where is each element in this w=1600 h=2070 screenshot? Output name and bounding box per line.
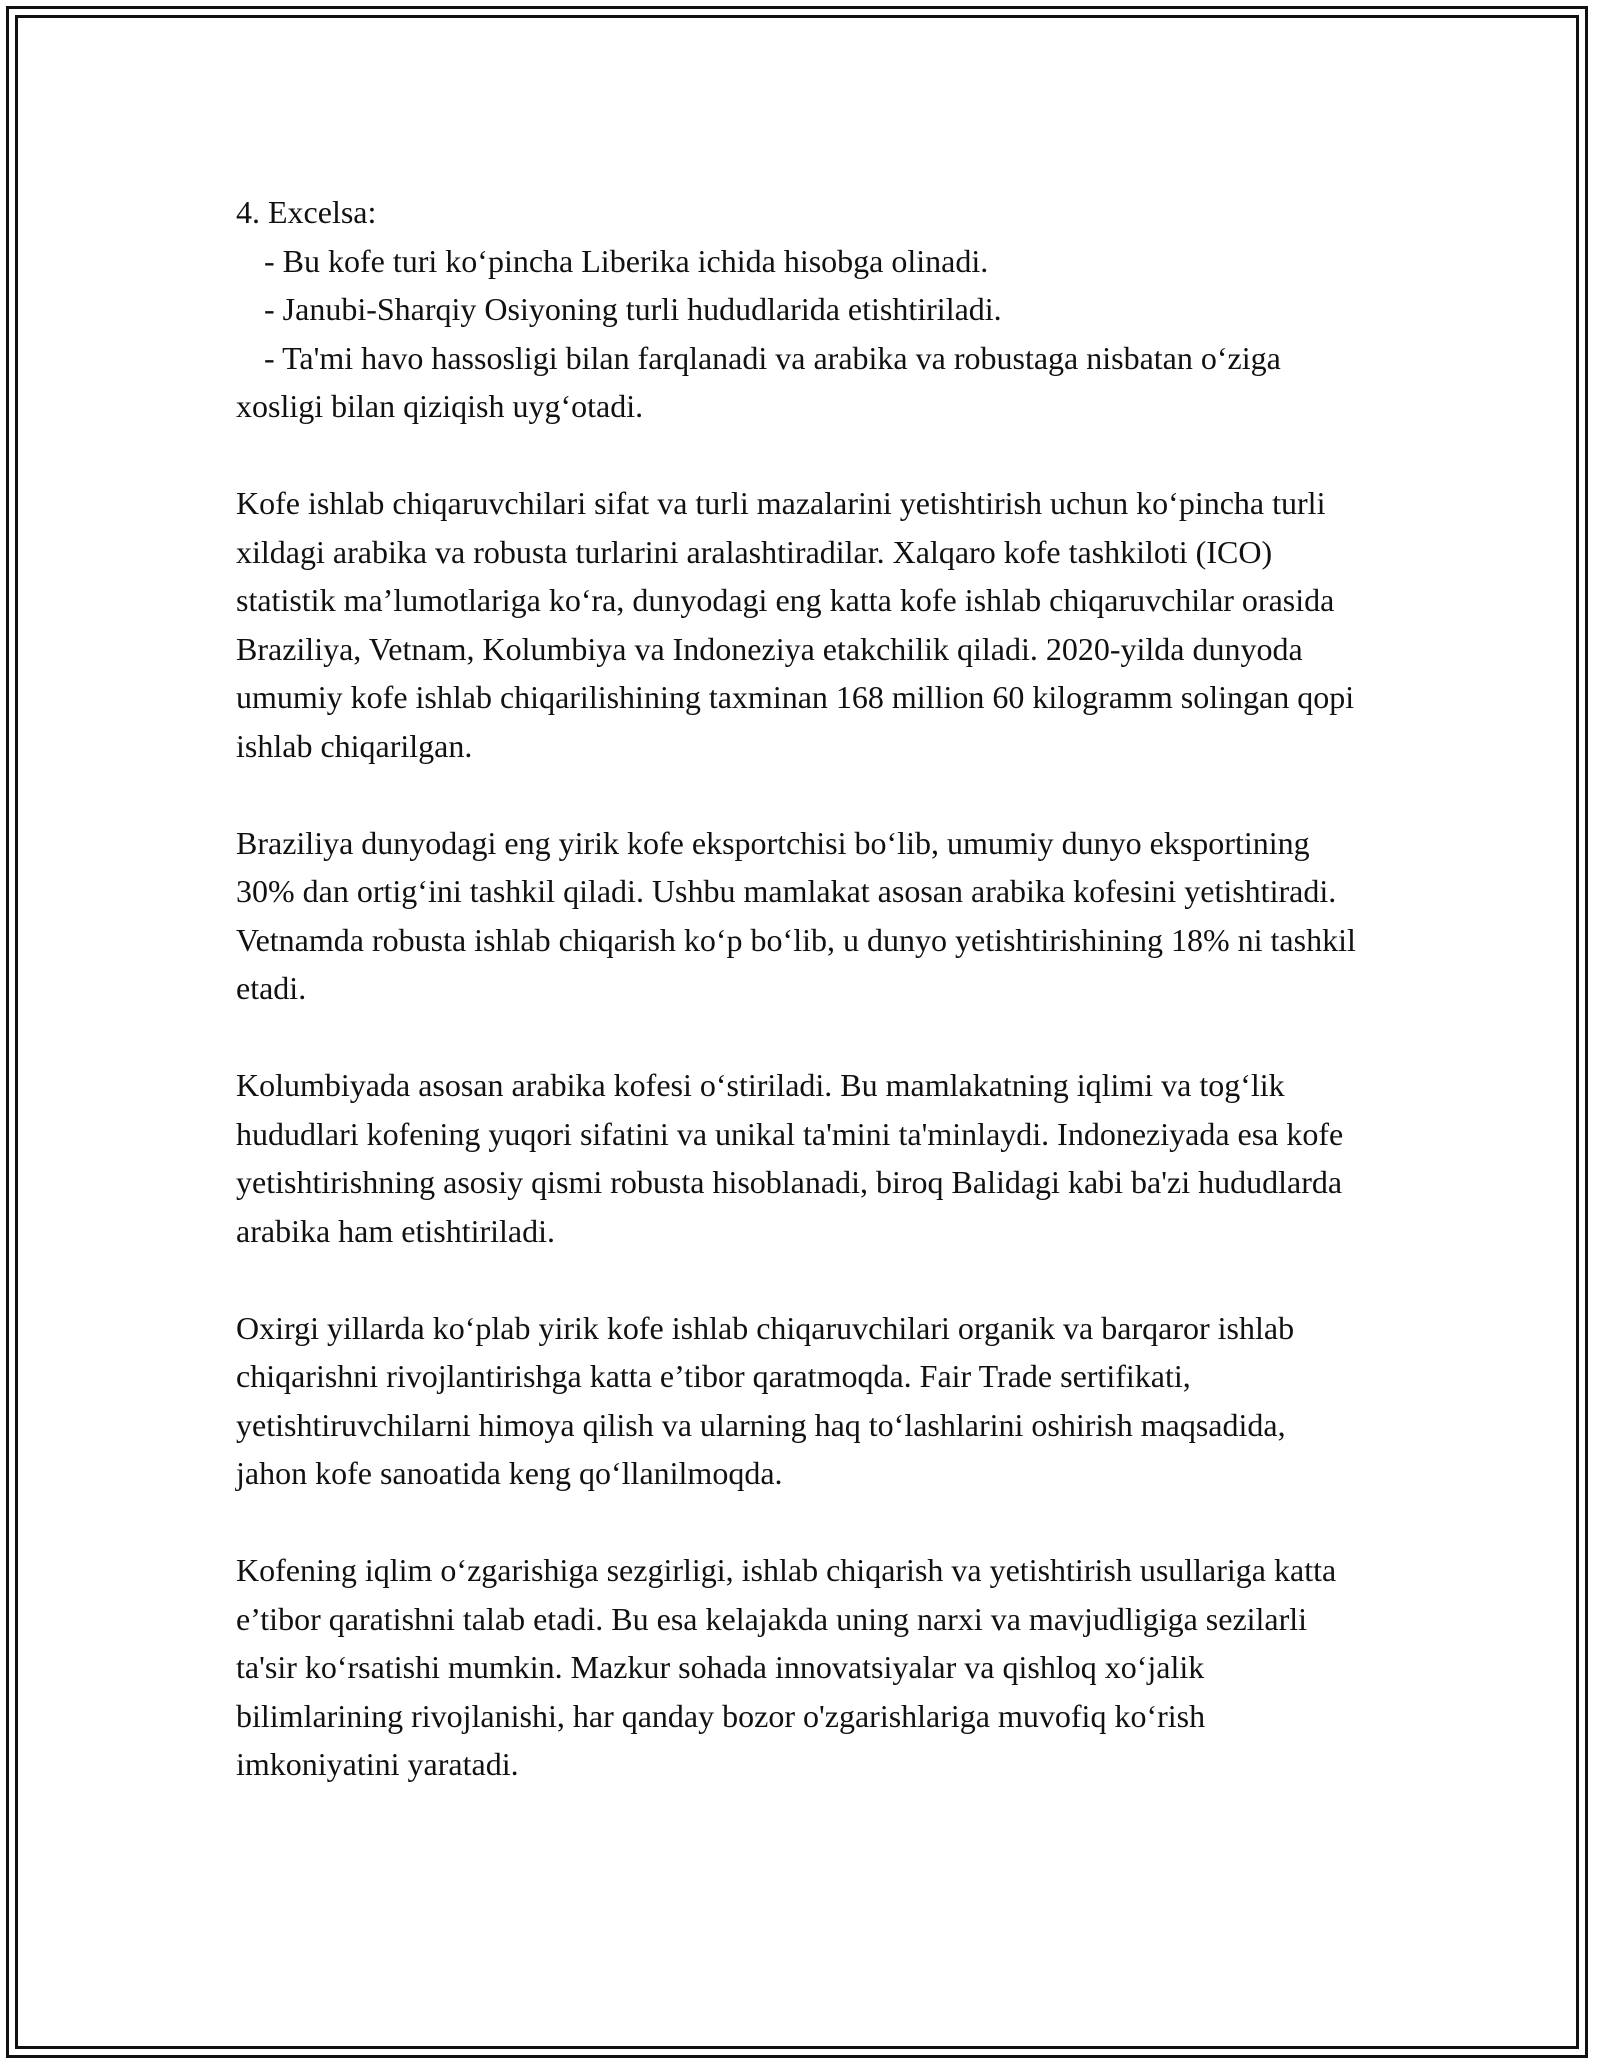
section-title: 4. Excelsa: bbox=[236, 194, 377, 230]
paragraph-organic-fairtrade: Oxirgi yillarda ko‘plab yirik kofe ishlab chiqaruvchilari organik va barqaror ishlab chiqarishni rivojlantirishga katta e’tibor qaratmoqda. Fair Trade sertifikati, yetishtiruvchilarni himoya qilish va ularning haq to‘lashlarini oshirish maqsadida, jahon kofe sanoatida keng qo‘llanilmoqda. bbox=[236, 1309, 1295, 1491]
list-item: - Bu kofe turi ko‘pincha Liberika ichida hisobga olinadi. bbox=[264, 242, 989, 279]
paragraph-brazil-vietnam: Braziliya dunyodagi eng yirik kofe eksportchisi bo‘lib, umumiy dunyo eksportining 30% dan ortig‘ini tashkil qiladi. Ushbu mamlakat asosan arabika kofesini yetishtiradi. Vetnamda robusta ishlab chiqarish ko‘p bo‘lib, u dunyo yetishtirishining 18% ni tashkil etadi. bbox=[236, 824, 1356, 1006]
paragraph-producers: Kofe ishlab chiqaruvchilari sifat va turli mazalarini yetishtirish uchun ko‘pincha turli xildagi arabika va robusta turlarini aralashtiradilar. Xalqaro kofe tashkiloti (ICO) statistik ma’lumotlariga ko‘ra, dunyodagi eng katta kofe ishlab chiqaruvchilar orasida Braziliya, Vetnam, Kolumbiya va Indoneziya etakchilik qiladi. 2020-yilda dunyoda umumiy kofe ishlab chiqarilishining taxminan 168 million 60 kilogramm solingan qopi ishlab chiqarilgan. bbox=[236, 485, 1355, 764]
paragraph-climate: Kofening iqlim o‘zgarishiga sezgirligi, ishlab chiqarish va yetishtirish usullariga katta e’tibor qaratishni talab etadi. Bu esa kelajakda uning narxi va mavjudligiga sezilarli ta'sir ko‘rsatishi mumkin. Mazkur sohada innovatsiyalar va qishloq xo‘jalik bilimlarining rivojlanishi, har qanday bozor o'zgarishlariga muvofiq ko‘rish imkoniyatini yaratadi. bbox=[236, 1552, 1337, 1782]
list-item: - Janubi-Sharqiy Osiyoning turli hududlarida etishtiriladi. bbox=[264, 291, 1002, 327]
excelsa-section bbox=[236, 188, 1356, 431]
document-body bbox=[236, 188, 1356, 1837]
list-item: - Ta'mi havo hassosligi bilan farqlanadi va arabika va robustaga nisbatan o‘ziga xosligi bilan qiziqish uyg‘otadi. bbox=[236, 339, 1281, 424]
paragraph-colombia-indonesia: Kolumbiyada asosan arabika kofesi o‘stiriladi. Bu mamlakatning iqlimi va tog‘lik hududlari kofening yuqori sifatini va unikal ta'mini ta'minlaydi. Indoneziyada esa kofe yetishtirishning asosiy qismi robusta hisoblanadi, biroq Balidagi kabi ba'zi hududlarda arabika ham etishtiriladi. bbox=[236, 1067, 1344, 1249]
